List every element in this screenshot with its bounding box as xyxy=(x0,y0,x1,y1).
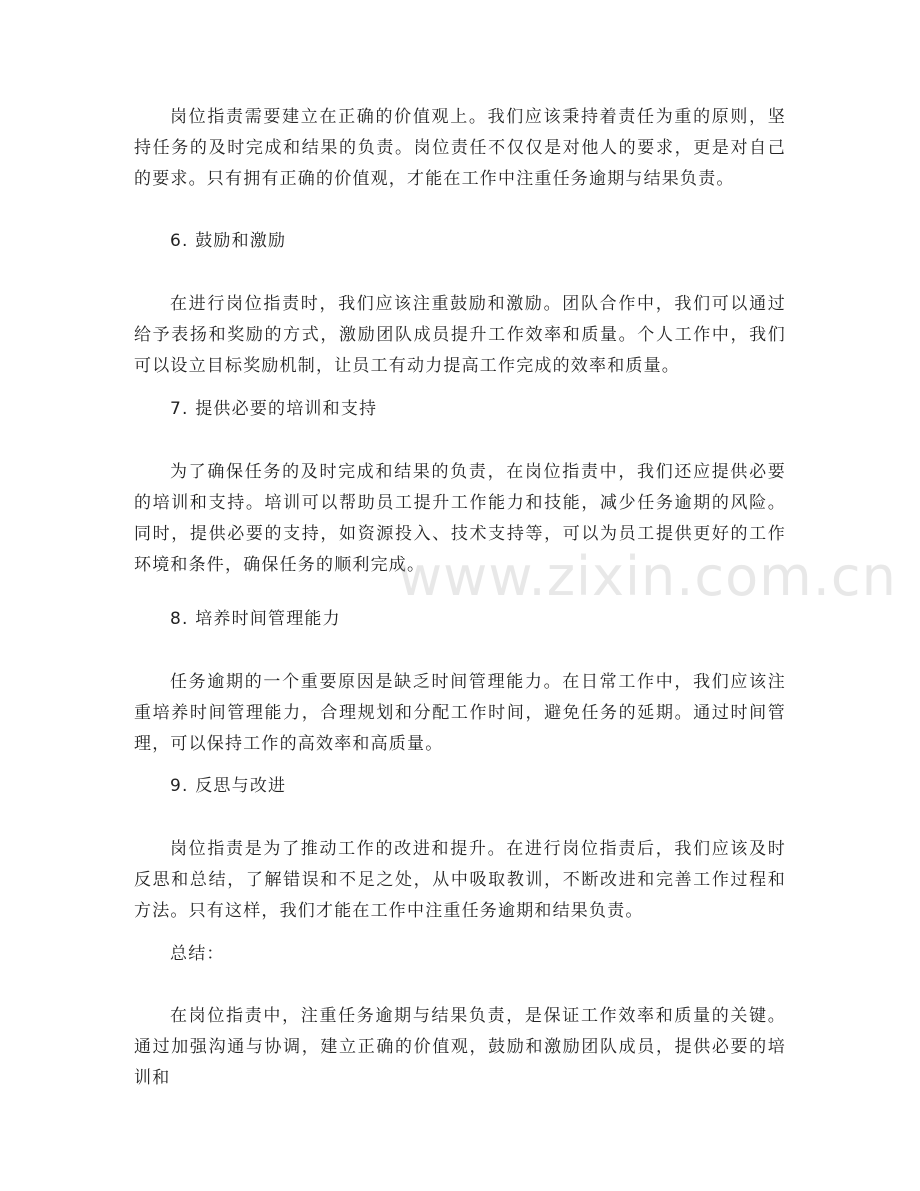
heading-encourage: 6. 鼓励和激励 xyxy=(170,231,287,251)
summary-label: 总结： xyxy=(170,944,225,964)
paragraph-time-management: 任务逾期的一个重要原因是缺乏时间管理能力。在日常工作中，我们应该注重培养时间管理能力，合理规划和分配工作时间，避免任务的延期。通过时间管理，可以保持工作的高效率和高质量。 xyxy=(134,672,786,754)
heading-reflection: 9. 反思与改进 xyxy=(170,776,287,796)
heading-training: 7. 提供必要的培训和支持 xyxy=(170,399,378,419)
paragraph-encourage: 在进行岗位指责时，我们应该注重鼓励和激励。团队合作中，我们可以通过给予表扬和奖励的方式，激励团队成员提升工作效率和质量。个人工作中，我们可以设立目标奖励机制，让员工有动力提高工作完成的效率和质量。 xyxy=(134,294,786,376)
paragraph-reflection: 岗位指责是为了推动工作的改进和提升。在进行岗位指责后，我们应该及时反思和总结，了解错误和不足之处，从中吸取教训，不断改进和完善工作过程和方法。只有这样，我们才能在工作中注重任务逾期和结果负责。 xyxy=(134,839,786,921)
paragraph-summary: 在岗位指责中，注重任务逾期与结果负责，是保证工作效率和质量的关键。通过加强沟通与协调，建立正确的价值观，鼓励和激励团队成员，提供必要的培训和 xyxy=(134,1006,786,1088)
paragraph-values: 岗位指责需要建立在正确的价值观上。我们应该秉持着责任为重的原则，坚持任务的及时完成和结果的负责。岗位责任不仅仅是对他人的要求，更是对自己的要求。只有拥有正确的价值观，才能在工作中注重任务逾期与结果负责。 xyxy=(134,107,786,189)
paragraph-training: 为了确保任务的及时完成和结果的负责，在岗位指责中，我们还应提供必要的培训和支持。培训可以帮助员工提升工作能力和技能，减少任务逾期的风险。同时，提供必要的支持，如资源投入、技术支持等，可以为员工提供更好的工作环境和条件，确保任务的顺利完成。 xyxy=(134,462,786,575)
watermark: www.zixin.com.cn xyxy=(398,545,897,608)
heading-time-management: 8. 培养时间管理能力 xyxy=(170,609,341,629)
